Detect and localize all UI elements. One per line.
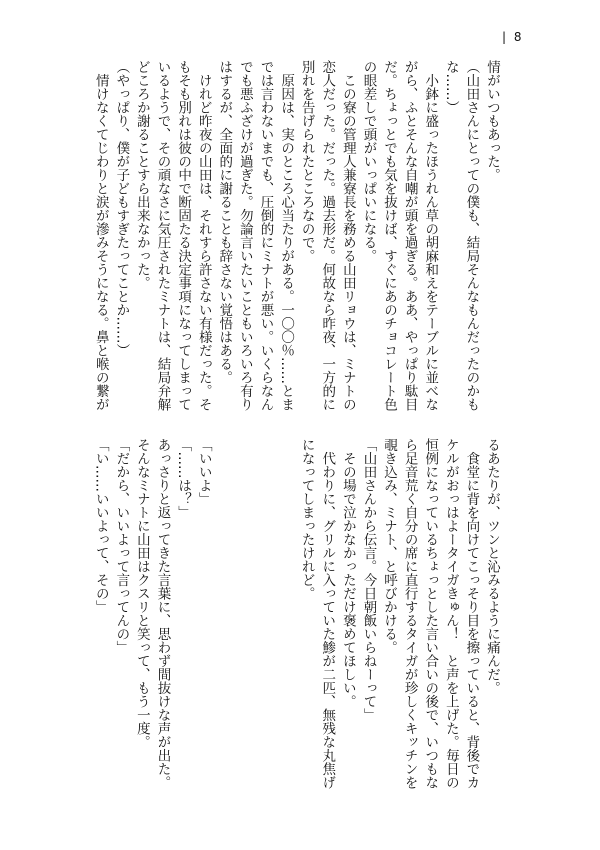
text-line: るあたりが、ツンと沁みるように痛んだ。 [484, 438, 500, 695]
text-line: 小鉢に盛ったほうれん草の胡麻和えをテーブルに並べな [422, 60, 439, 411]
text-line: （山田さんにとっての僕も、結局そんなもんだったのかも [463, 60, 480, 411]
text-line: 恒例になっているちょっとした言い合いの後で、いつもな [422, 438, 439, 789]
text-line: いるようで、その頑なさに気圧されたミナトは、結局弁解 [154, 60, 171, 411]
text-line: この寮の管理人兼寮長を務める山田リョウは、ミナトの [339, 60, 356, 411]
text-line: がら、ふとそんな自嘲が頭を過ぎる。ああ、やっぱり駄目 [401, 60, 418, 411]
text-line: でも悪ふざけが過ぎた。勿論言いたいこともいろいろ有り [236, 60, 253, 411]
text-line: その場で泣かなかっただけ褒めてほしい。 [339, 438, 356, 708]
text-line: の眼差しで頭がいっぱいになる。 [360, 60, 377, 263]
text-line: けれど昨夜の山田は、それすら許さない有様だった。そ [195, 60, 212, 411]
text-line: ら足音荒く自分の席に直行するタイガが珍しくキッチンを [401, 438, 418, 789]
text-line: 代わりに、グリルに入っていた鯵が二匹、無残な丸焦げ [319, 438, 336, 789]
text-line: 「いいよ」 [195, 438, 212, 506]
blank-line [275, 438, 296, 794]
text-line: になってしまったけれど。 [298, 438, 315, 600]
text-line: 「い……いいよって、その」 [92, 438, 109, 614]
text-line: 覗き込み、ミナト、と呼びかける。 [381, 438, 398, 654]
text-line: 別れを告げられたところなので。 [298, 60, 315, 263]
text-line: な……） [442, 60, 459, 114]
text-line: そんなミナトに山田はクスリと笑って、もう一度。 [133, 438, 150, 749]
text-line: では言わないまでも、圧倒的にミナトが悪い。いくらなん [257, 60, 274, 411]
text-line: 情がいつもあった。 [484, 60, 500, 182]
text-line: 「だから、いいよって言ってんの」 [113, 438, 130, 654]
text-line: 恋人だった。だった。過去形だ。何故なら昨夜、一方的に [319, 60, 336, 411]
page-number: | 8 [502, 30, 524, 44]
text-block-top [90, 60, 502, 416]
blank-line [214, 438, 235, 794]
text-line: 原因は、実のところ心当たりがある。一〇〇％……とま [278, 60, 295, 411]
text-line: ケルがおっはよータイガきゅん！ と声を上げた。毎日の [442, 438, 459, 789]
blank-line [255, 438, 276, 794]
text-line: どころか謝ることすら出来なかった。 [133, 60, 150, 290]
text-line: 「山田さんから伝言。今日朝飯いらねーって」 [360, 438, 377, 722]
text-line: もそも別れは彼の中で断固たる決定事項になってしまって [175, 60, 192, 411]
text-line: だ。ちょっとでも気を抜けば、すぐにあのチョコレート色 [381, 60, 398, 411]
text-line: （やっぱり、僕が子どもすぎたってことか……） [113, 60, 130, 357]
blank-line [234, 438, 255, 794]
text-line: はするが、全面的に謝ることも辞さない覚悟はある。 [216, 60, 233, 384]
text-line: 情けなくてじわりと涙が滲みそうになる。鼻と喉の繋が [92, 60, 109, 411]
text-block-bottom [90, 438, 502, 794]
text-line: 食堂に背を向けてこっそり目を擦っていると、背後でカ [463, 438, 480, 789]
text-line: あっさりと返ってきた言葉に、思わず間抜けな声が出た。 [154, 438, 171, 789]
text-line: 「……は？」 [175, 438, 192, 519]
